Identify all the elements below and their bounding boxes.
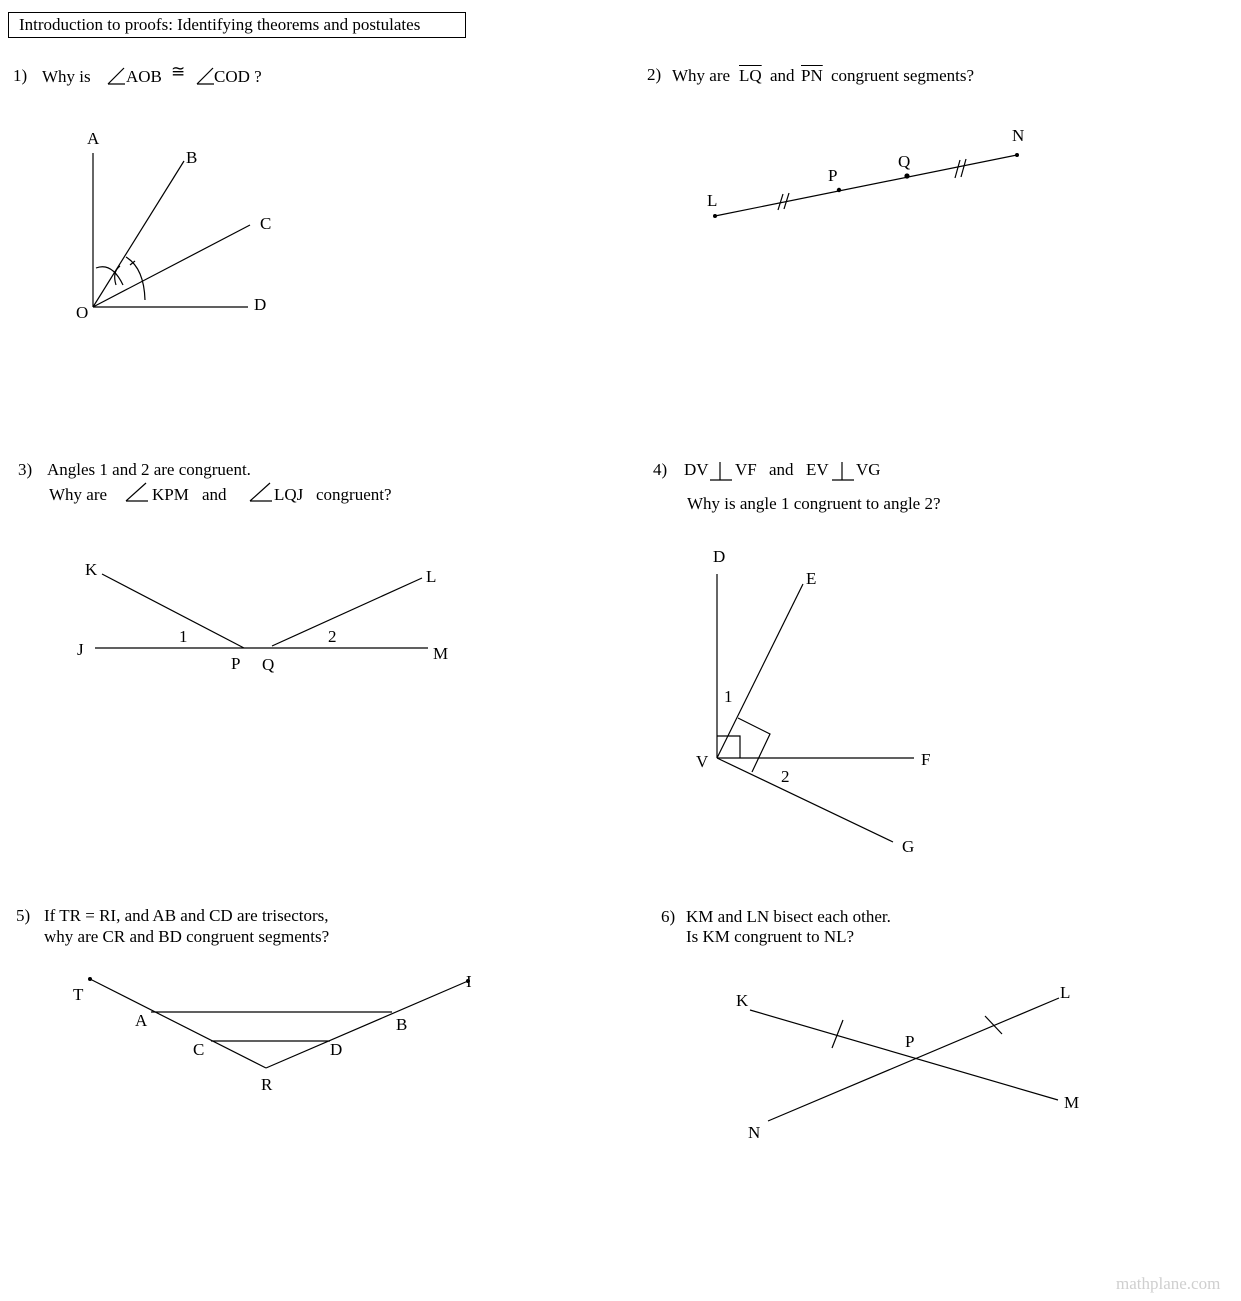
problem-3-question-suffix: congruent? [316, 485, 392, 504]
problem-3-question-prefix: Why are [49, 485, 108, 504]
figure-4-angles [717, 574, 914, 842]
arc-cod [126, 257, 145, 300]
problem-3-and: and [202, 485, 227, 504]
fig3-angle-1: 1 [179, 627, 188, 646]
problem-4-and: and [769, 460, 794, 479]
segment-ln [768, 998, 1059, 1121]
problem-6-line1: KM and LN bisect each other. [686, 907, 891, 926]
fig4-angle-2: 2 [781, 767, 790, 786]
problem-5-number: 5) [16, 906, 31, 925]
fig2-label-l: L [707, 191, 718, 210]
problem-2-question-prefix: Why are [672, 66, 731, 85]
problem-3-angle-kpm: KPM [152, 485, 189, 504]
fig4-label-v: V [696, 752, 709, 771]
right-angle-evg [738, 718, 770, 772]
problem-4-segment-vg: VG [856, 460, 881, 479]
problem-3-line1: Angles 1 and 2 are congruent. [47, 460, 251, 479]
problem-5-line2: why are CR and BD congruent segments? [44, 927, 330, 946]
fig2-label-p: P [828, 166, 838, 185]
problem-4-segment-ev: EV [806, 460, 829, 479]
segment-kp [102, 574, 244, 648]
ray-oc [93, 225, 250, 307]
fig5-label-i: I [466, 972, 472, 991]
fig1-label-b: B [186, 148, 198, 167]
fig3-label-q: Q [262, 655, 275, 674]
fig2-label-n: N [1012, 126, 1025, 145]
fig5-label-a: A [135, 1011, 148, 1030]
segment-ri [266, 981, 468, 1068]
point-q [904, 173, 909, 178]
problem-3-number: 3) [18, 460, 33, 479]
fig3-label-k: K [85, 560, 98, 579]
ray-ve [717, 584, 803, 758]
problem-1-number: 1) [13, 66, 28, 85]
point-t [88, 977, 92, 981]
problem-2-and: and [770, 66, 795, 85]
problem-3-angle-symbol-1 [126, 483, 148, 501]
fig5-label-b: B [396, 1015, 408, 1034]
problem-6-line2: Is KM congruent to NL? [686, 927, 855, 946]
problem-2-segment-lq: $\overline{LQ}$ [739, 66, 762, 85]
fig4-label-d: D [713, 547, 726, 566]
figure-3-angles [95, 574, 428, 648]
fig4-label-e: E [806, 569, 817, 588]
problem-1-question-prefix: Why is [42, 67, 91, 86]
fig1-label-c: C [260, 214, 272, 233]
problem-1-angle-aob: AOB [126, 67, 162, 86]
worksheet-title: Introduction to proofs: Identifying theorems and postulates [8, 12, 466, 38]
fig3-angle-2: 2 [328, 627, 337, 646]
problem-2-question-suffix: congruent segments? [831, 66, 975, 85]
fig3-label-j: J [77, 640, 84, 659]
segment-ql [272, 578, 422, 646]
arc-aob [96, 267, 123, 285]
segment-km [750, 1010, 1058, 1100]
fig5-label-c: C [193, 1040, 205, 1059]
fig1-label-o: O [76, 303, 89, 322]
figure-6-bisectors [750, 998, 1059, 1121]
problem-3-angle-symbol-2 [250, 483, 272, 501]
fig1-label-a: A [87, 129, 100, 148]
point-p [837, 188, 841, 192]
fig6-label-p: P [905, 1032, 915, 1051]
point-n [1015, 153, 1019, 157]
fig5-label-t: T [73, 985, 84, 1004]
problem-4-perp-symbol-1 [710, 462, 732, 480]
point-l [713, 214, 717, 218]
problem-3-angle-lqj: LQJ [274, 485, 304, 504]
fig6-label-k: K [736, 991, 749, 1010]
problem-4-segment-dv: DV [684, 460, 709, 479]
ray-vg [717, 758, 893, 842]
problem-1-angle-symbol-1 [108, 68, 125, 84]
problem-4-perp-symbol-2 [832, 462, 854, 480]
problem-1-angle-cod: COD ? [214, 67, 262, 86]
problem-4-line2: Why is angle 1 congruent to angle 2? [687, 494, 941, 513]
fig4-label-f: F [921, 750, 931, 769]
fig4-label-g: G [902, 837, 915, 856]
problem-1-congruent-symbol: ≅ [171, 62, 186, 81]
problem-2-segment-pn: $\overline{PN}$ [801, 66, 823, 85]
problem-6-number: 6) [661, 907, 676, 926]
problem-4-number: 4) [653, 460, 668, 479]
watermark: mathplane.com [1116, 1274, 1221, 1293]
fig5-label-d: D [330, 1040, 343, 1059]
fig3-label-p: P [231, 654, 241, 673]
problem-1-angle-symbol-2 [197, 68, 214, 84]
problem-2-number: 2) [647, 65, 662, 84]
fig6-label-m: M [1064, 1093, 1080, 1112]
problem-4-segment-vf: VF [735, 460, 757, 479]
line-ln [715, 155, 1017, 216]
right-angle-dvf [717, 736, 740, 758]
fig6-label-l: L [1060, 983, 1071, 1002]
figure-2-segment [715, 155, 1017, 216]
fig3-label-m: M [433, 644, 449, 663]
fig6-label-n: N [748, 1123, 761, 1142]
segment-tr [90, 979, 266, 1068]
fig2-label-q: Q [898, 152, 911, 171]
fig3-label-l: L [426, 567, 437, 586]
problem-5-line1: If TR = RI, and AB and CD are trisectors, [44, 906, 329, 925]
fig5-label-r: R [261, 1075, 273, 1094]
figure-1-angles [93, 153, 250, 307]
fig4-angle-1: 1 [724, 687, 733, 706]
fig1-label-d: D [254, 295, 267, 314]
ray-ob [93, 161, 184, 307]
